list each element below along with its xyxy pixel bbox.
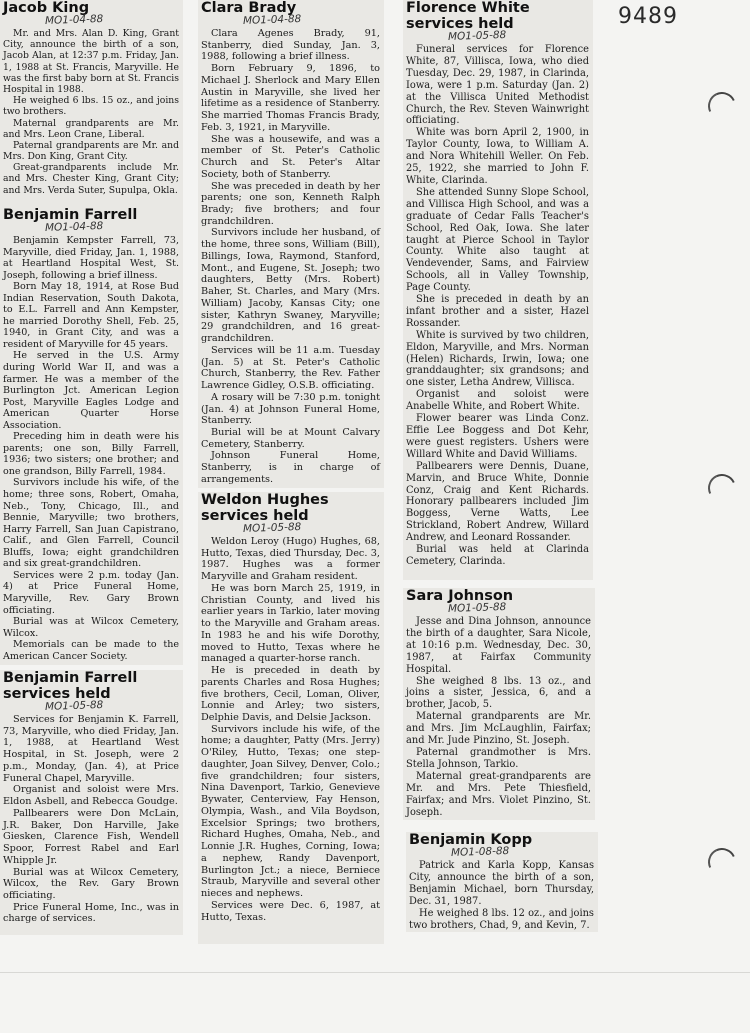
handwritten-date-note: MO1-05-88 xyxy=(447,28,507,43)
clipping-paragraph: He was born March 25, 1919, in Christian County, and lived his earlier years in Tarkio, later moving to the Maryville and Graham areas. In 1983 he and his wife Dorothy, moved to Hutto, Texas where he managed a quarter-horse ranch. xyxy=(201,582,380,665)
page-fold-line xyxy=(0,972,750,973)
handwritten-date-note: MO1-05-88 xyxy=(242,520,302,535)
clipping-paragraph: Services for Benjamin K. Farrell, 73, Maryville, who died Friday, Jan. 1, 1988, at Heartland West Hospital, in St. Joseph, were 2 p.m., Monday, (Jan. 4), at Price Funeral Chapel, Maryville. xyxy=(3,714,179,784)
clipping-weldon-hughes xyxy=(198,492,384,944)
clipping-paragraph: Maternal grandparents are Mr. and Mrs. Jim McLaughlin, Fairfax; and Mr. Jude Pinzino, St. Joseph. xyxy=(406,711,591,747)
clipping-paragraph: Weldon Leroy (Hugo) Hughes, 68, Hutto, Texas, died Thursday, Dec. 3, 1987. Hughes was a former Maryville and Graham resident. xyxy=(201,536,380,583)
clipping-headline: Jacob King xyxy=(3,0,90,16)
clipping-paragraph: Organist and soloist were Anabelle White, and Robert White. xyxy=(406,389,589,413)
clipping-paragraph: Organist and soloist were Mrs. Eldon Asbell, and Rebecca Goudge. xyxy=(3,784,179,808)
clipping-sara-johnson xyxy=(403,588,595,820)
clipping-paragraph: Survivors include his wife, of the home; a daughter, Patty (Mrs. Jerry) O'Riley, Hutto, Texas; one step-daughter, Joan Silvey, Denver, Colo.; five grandchildren; four sisters, Nina Davenport, Tarkio, Genevieve Bywater, Centerview, Fay Henson, Olympia, Wash., and Vila Boydson, Excelsior Springs; two brothers, Richard Hughes, Omaha, Neb., and Lonnie J.R. Hughes, Corning, Iowa; a nephew, Randy Davenport, Burlington Jct.; a niece, Berniece Straub, Maryville and several other nieces and nephews. xyxy=(201,723,380,900)
clipping-paragraph: Burial was at Wilcox Cemetery, Wilcox. xyxy=(3,616,179,639)
clipping-florence-white xyxy=(403,0,593,580)
page-number: 9489 xyxy=(618,4,678,29)
clipping-headline: Benjamin Farrell xyxy=(3,207,138,223)
clipping-headline: Sara Johnson xyxy=(406,588,514,604)
clipping-paragraph: Services were Dec. 6, 1987, at Hutto, Texas. xyxy=(201,899,380,923)
clipping-paragraph: Benjamin Kempster Farrell, 73, Maryville, died Friday, Jan. 1, 1988, at Heartland Hospital West, St. Joseph, following a brief illness. xyxy=(3,235,179,281)
clipping-paragraph: Paternal grandmother is Mrs. Stella Johnson, Tarkio. xyxy=(406,746,591,770)
handwritten-date-note: MO1-04-88 xyxy=(44,219,104,234)
clipping-paragraph: White was born April 2, 1900, in Taylor County, Iowa, to William A. and Nora Whitehill Weller. On Feb. 25, 1922, she married to John F. White, Clarinda. xyxy=(406,127,589,186)
clipping-paragraph: She was a housewife, and was a member of St. Peter's Catholic Church and St. Peter's Altar Society, both of Stanberry. xyxy=(201,133,380,180)
binder-ring-mark-bottom xyxy=(704,844,740,880)
clipping-paragraph: Maternal grandparents are Mr. and Mrs. Leon Crane, Liberal. xyxy=(3,117,179,140)
clipping-paragraph: Flower bearer was Linda Conz. Effie Lee Boggess and Dot Kehr, were guest registers. Ushers were Willard White and David Williams. xyxy=(406,413,589,460)
clipping-paragraph: Patrick and Karla Kopp, Kansas City, announce the birth of a son, Benjamin Michael, born Thursday, Dec. 31, 1987. xyxy=(409,860,594,907)
clipping-benjamin-farrell-services xyxy=(0,670,183,935)
clipping-paragraph: Burial was held at Clarinda Cemetery, Clarinda. xyxy=(406,544,589,567)
clipping-paragraph: Survivors include her husband, of the home, three sons, William (Bill), Billings, Iowa, Raymond, Stanford, Mont., and Eugene, St. Joseph; two daughters, Betty (Mrs. Robert) Baher, St. Charles, and Mary (Mrs. William) Jacoby, Kansas City; one sister, Kathryn Swaney, Maryville; 29 grandchildren, and 16 great-grandchildren. xyxy=(201,227,380,345)
handwritten-date-note: MO1-05-88 xyxy=(44,698,104,713)
clipping-paragraph: Survivors include his wife, of the home; three sons, Robert, Omaha, Neb., Tony, Chicago, Ill., and Bennie, Maryville; two brothers, Harry Farrell, San Juan Capistrano, Calif., and Glen Farrell, Council Bluffs, Iowa; eight grandchildren and six great-grandchildren. xyxy=(3,477,179,570)
handwritten-date-note: MO1-05-88 xyxy=(447,600,507,615)
clipping-paragraph: Maternal great-grandparents are Mr. and Mrs. Pete Thiesfield, Fairfax; and Mrs. Violet Pinzino, St. Joseph. xyxy=(406,770,591,818)
clipping-paragraph: Johnson Funeral Home, Stanberry, is in charge of arrangements. xyxy=(201,450,380,485)
clipping-paragraph: He is preceded in death by parents Charles and Rosa Hughes; five brothers, Cecil, Loman, Oliver, Lonnie and Arley; two sisters, Delphie Davis, and Delsie Jackson. xyxy=(201,665,380,724)
clipping-paragraph: Price Funeral Home, Inc., was in charge of services. xyxy=(3,901,179,925)
clipping-paragraph: Born May 18, 1914, at Rose Bud Indian Reservation, South Dakota, to E.L. Farrell and Ann Kempster, he married Dorothy Shell, Feb. 25, 1940, in Grant City, and was a resident of Maryville for 45 years. xyxy=(3,281,179,350)
clipping-paragraph: Services will be 11 a.m. Tuesday (Jan. 5) at St. Peter's Catholic Church, Stanberry, the Rev. Father Lawrence Gidley, O.S.B. officiating. xyxy=(201,344,380,392)
binder-ring-mark-top xyxy=(704,88,740,124)
clipping-paragraph: Pallbearers were Don McLain, J.R. Baker, Don Harville, Jake Giesken, Clarence Fish, Wendell Spoor, Forrest Rabel and Earl Whipple Jr. xyxy=(3,807,179,866)
clipping-paragraph: Memorials can be made to the American Cancer Society. xyxy=(3,639,179,662)
clipping-paragraph: Burial was at Wilcox Cemetery, Wilcox, the Rev. Gary Brown officiating. xyxy=(3,866,179,902)
clipping-paragraph: Pallbearers were Dennis, Duane, Marvin, and Bruce White, Donnie Conz, Craig and Kent Richards. Honorary pallbearers included Jim Boggess, Verne Watts, Lee Strickland, Robert Andrew, Willard Andrew, and Leonard Rossander. xyxy=(406,460,589,544)
handwritten-date-note: MO1-04-88 xyxy=(242,12,302,27)
clipping-paragraph: White is survived by two children, Eldon, Maryville, and Mrs. Norman (Helen) Richards, Irwin, Iowa; one granddaughter; six grandsons; and one sister, Letha Andrew, Villisca. xyxy=(406,329,589,389)
clipping-paragraph: Mr. and Mrs. Alan D. King, Grant City, announce the birth of a son, Jacob Alan, at 12:37 p.m. Friday, Jan. 1, 1988 at St. Francis, Maryville. He was the first baby born at St. Francis Hospital in 1988. xyxy=(3,28,179,95)
handwritten-date-note: MO1-08-88 xyxy=(450,844,510,859)
clipping-paragraph: Burial will be at Mount Calvary Cemetery, Stanberry. xyxy=(201,426,380,450)
clipping-paragraph: Clara Agenes Brady, 91, Stanberry, died Sunday, Jan. 3, 1988, following a brief illness. xyxy=(201,28,380,63)
clipping-headline: Florence White services held xyxy=(406,0,530,32)
clipping-benjamin-kopp xyxy=(406,832,598,932)
binder-ring-mark-middle xyxy=(704,470,740,506)
clipping-benjamin-farrell-obituary xyxy=(0,207,183,665)
clipping-paragraph: A rosary will be 7:30 p.m. tonight (Jan. 4) at Johnson Funeral Home, Stanberry. xyxy=(201,391,380,427)
clipping-paragraph: She weighed 8 lbs. 13 oz., and joins a sister, Jessica, 6, and a brother, Jacob, 5. xyxy=(406,675,591,711)
clipping-paragraph: Services were 2 p.m. today (Jan. 4) at Price Funeral Home, Maryville, Rev. Gary Brown officiating. xyxy=(3,569,179,616)
clipping-paragraph: Paternal grandparents are Mr. and Mrs. Don King, Grant City. xyxy=(3,139,179,163)
clipping-clara-brady xyxy=(198,0,384,488)
clipping-paragraph: Jesse and Dina Johnson, announce the birth of a daughter, Sara Nicole, at 10:16 p.m. Wednesday, Dec. 30, 1987, at Fairfax Community Hospital. xyxy=(406,616,591,675)
clipping-paragraph: Great-grandparents include Mr. and Mrs. Chester King, Grant City; and Mrs. Verda Suter, Supulpa, Okla. xyxy=(3,162,179,196)
clipping-jacob-king xyxy=(0,0,183,207)
clipping-paragraph: Born February 9, 1896, to Michael J. Sherlock and Mary Ellen Austin in Maryville, she lived her lifetime as a residence of Stanberry. She married Thomas Francis Brady, Feb. 3, 1921, in Maryville. xyxy=(201,63,380,133)
clipping-headline: Benjamin Kopp xyxy=(409,832,533,848)
clipping-headline: Clara Brady xyxy=(201,0,297,16)
clipping-paragraph: Funeral services for Florence White, 87, Villisca, Iowa, who died Tuesday, Dec. 29, 1987, in Clarinda, Iowa, were 1 p.m. Saturday (Jan. 2) at the Villisca United Methodist Church, the Rev. Steven Wainwright officiating. xyxy=(406,44,589,127)
clipping-paragraph: He weighed 8 lbs. 12 oz., and joins two brothers, Chad, 9, and Kevin, 7. xyxy=(409,907,594,931)
clipping-headline: Weldon Hughes services held xyxy=(201,492,329,524)
clipping-headline: Benjamin Farrell services held xyxy=(3,670,138,702)
clipping-paragraph: She attended Sunny Slope School, and Villisca High School, and was a graduate of Cedar Falls Teacher's School, Red Oak, Iowa. She later taught at Pierce School in Taylor County. White also taught at Vendevender, Sams, and Fairview Schools, all in Valley Township, Page County. xyxy=(406,186,589,294)
clipping-paragraph: He served in the U.S. Army during World War II, and was a farmer. He was a member of the Burlington Jct. American Legion Post, Maryville Eagles Lodge and American Quarter Horse Association. xyxy=(3,350,179,431)
clipping-paragraph: She was preceded in death by her parents; one son, Kenneth Ralph Brady; five brothers; and four grandchildren. xyxy=(201,180,380,227)
handwritten-date-note: MO1-04-88 xyxy=(44,12,104,27)
clipping-paragraph: He weighed 6 lbs. 15 oz., and joins two brothers. xyxy=(3,95,179,118)
clipping-paragraph: She is preceded in death by an infant brother and a sister, Hazel Rossander. xyxy=(406,294,589,329)
clipping-paragraph: Preceding him in death were his parents; one son, Billy Farrell, 1936; two sisters; one brother; and one grandson, Billy Farrell, 1984. xyxy=(3,431,179,477)
